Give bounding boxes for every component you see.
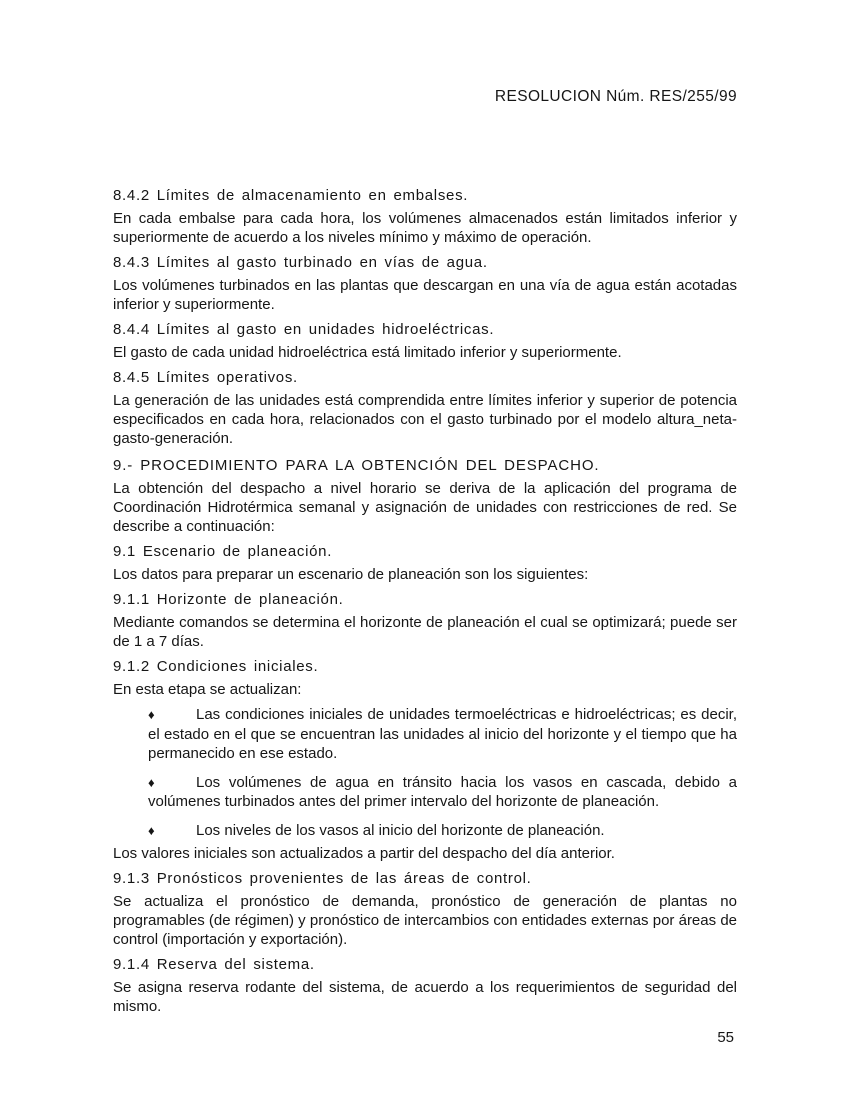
section-heading-9: 9.- PROCEDIMIENTO PARA LA OBTENCIÓN DEL DESPACHO.: [113, 457, 600, 474]
paragraph-8-4-4: El gasto de cada unidad hidroeléctrica está limitado inferior y superiormente.: [113, 344, 622, 361]
bullet-list: [113, 705, 737, 840]
bullet-diamond-icon: ♦: [148, 822, 155, 838]
section-heading-8-4-2: 8.4.2 Límites de almacenamiento en embalses.: [113, 187, 469, 204]
paragraph-9: La obtención del despacho a nivel horario se deriva de la aplicación del programa de Coordinación Hidrotérmica semanal y asignación de unidades con restricciones de red. Se describe a continuación:: [113, 480, 737, 535]
bullet-diamond-icon: ♦: [148, 774, 155, 790]
document-header-title: RESOLUCION Núm. RES/255/99: [494, 88, 737, 105]
section-heading-8-4-3: 8.4.3 Límites al gasto turbinado en vías de agua.: [113, 254, 488, 271]
page-number: 55: [717, 1029, 734, 1046]
bullet-item-text: Los niveles de los vasos al inicio del horizonte de planeación.: [196, 821, 605, 839]
section-heading-9-1-2: 9.1.2 Condiciones iniciales.: [113, 658, 319, 675]
bullet-item: [148, 821, 737, 841]
bullet-item-text: Los volúmenes de agua en tránsito hacia los vasos en cascada, debido a volúmenes turbinados antes del primer intervalo del horizonte de planeación.: [148, 773, 737, 810]
bullet-item: [148, 773, 737, 812]
paragraph-9-1: Los datos para preparar un escenario de planeación son los siguientes:: [113, 566, 589, 583]
bullet-item-text: Las condiciones iniciales de unidades termoeléctricas e hidroeléctricas; es decir, el estado en el que se encuentran las unidades al inicio del horizonte y el tiempo que ha permanecido en ese estado.: [148, 706, 737, 762]
paragraph-9-1-1: Mediante comandos se determina el horizonte de planeación el cual se optimizará; puede ser de 1 a 7 días.: [113, 614, 737, 650]
paragraph-9-1-3: Se actualiza el pronóstico de demanda, pronóstico de generación de plantas no programables (de régimen) y pronóstico de intercambios con entidades externas por áreas de control (importación y exportación).: [113, 893, 737, 948]
paragraph-8-4-3: Los volúmenes turbinados en las plantas que descargan en una vía de agua están acotadas inferior y superiormente.: [113, 277, 737, 313]
document-body: [113, 186, 737, 1016]
paragraph-9-1-4: Se asigna reserva rodante del sistema, de acuerdo a los requerimientos de seguridad del mismo.: [113, 979, 737, 1015]
section-heading-9-1-4: 9.1.4 Reserva del sistema.: [113, 956, 315, 973]
bullet-diamond-icon: ♦: [148, 707, 155, 722]
paragraph-valores-iniciales: Los valores iniciales son actualizados a partir del despacho del día anterior.: [113, 845, 615, 862]
paragraph-9-1-2: En esta etapa se actualizan:: [113, 681, 302, 698]
paragraph-8-4-2: En cada embalse para cada hora, los volúmenes almacenados están limitados inferior y superiormente de acuerdo a los niveles mínimo y máximo de operación.: [113, 210, 737, 246]
section-heading-8-4-4: 8.4.4 Límites al gasto en unidades hidroeléctricas.: [113, 321, 495, 338]
section-heading-9-1: 9.1 Escenario de planeación.: [113, 543, 333, 560]
bullet-item: [148, 705, 737, 764]
section-heading-9-1-1: 9.1.1 Horizonte de planeación.: [113, 591, 344, 608]
section-heading-8-4-5: 8.4.5 Límites operativos.: [113, 369, 298, 386]
paragraph-8-4-5: La generación de las unidades está comprendida entre límites inferior y superior de potencia especificados en cada hora, relacionados con el gasto turbinado por el modelo altura_neta-gasto-generación.: [113, 392, 737, 447]
section-heading-9-1-3: 9.1.3 Pronósticos provenientes de las áreas de control.: [113, 870, 532, 887]
